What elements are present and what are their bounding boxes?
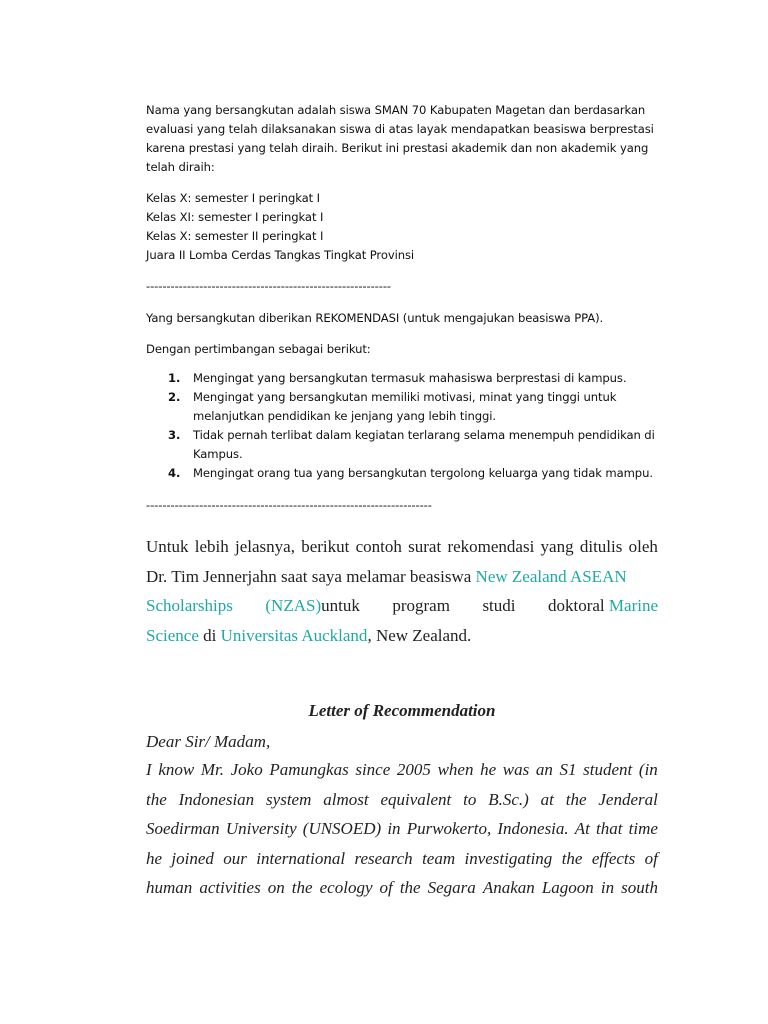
word: Lagoon [541, 878, 594, 898]
word: south [621, 878, 658, 898]
item-text: Kampus. [193, 447, 243, 461]
word: rekomendasi [447, 537, 535, 556]
word: since [355, 760, 391, 779]
word: I [146, 760, 152, 779]
word: in [600, 878, 615, 898]
letter-body [146, 755, 658, 903]
letter-line [146, 814, 658, 844]
marine-science-link[interactable]: Science [146, 625, 199, 645]
word: B.Sc.) [488, 789, 529, 809]
item-text: Tidak pernah terlibat dalam kegiatan terlarang selama menempuh pendidikan di [193, 428, 655, 442]
nzas-link[interactable]: New Zealand ASEAN [475, 566, 627, 586]
word: human [146, 878, 193, 898]
word: contoh [355, 537, 402, 556]
consideration-item [146, 369, 666, 388]
word: equivalent [380, 789, 452, 809]
word: berikut [301, 537, 350, 556]
word: surat [408, 537, 442, 556]
letter-line [146, 755, 658, 785]
word: (in [638, 760, 658, 779]
paragraph-line [146, 621, 658, 651]
letter-line [146, 873, 658, 903]
item-text: Mengingat yang bersangkutan memiliki motivasi, minat yang tinggi untuk [193, 390, 617, 404]
word: University [225, 819, 297, 839]
achievement-item: Kelas X: semester II peringkat I [146, 229, 324, 243]
word: research [354, 848, 413, 868]
word: Joko [230, 760, 263, 779]
word: Soedirman [146, 819, 220, 839]
university-auckland-link[interactable]: Universitas Auckland [220, 625, 368, 645]
intro-line: telah diraih: [146, 160, 215, 174]
item-text: Mengingat orang tua yang bersangkutan tergolong keluarga yang tidak mampu. [193, 466, 653, 480]
consideration-item [146, 464, 666, 483]
paragraph-text: studi [482, 596, 516, 615]
word: ecology [319, 878, 373, 898]
word: system [266, 789, 312, 809]
word: Mr. [200, 760, 224, 779]
word: in [387, 819, 401, 839]
letter-line [146, 785, 658, 815]
considerations-heading: Dengan pertimbangan sebagai berikut: [146, 342, 371, 356]
word: that [596, 819, 623, 839]
word: (UNSOED) [302, 819, 382, 839]
paragraph-text: doktoral [548, 596, 605, 615]
item-number: 4. [168, 466, 181, 480]
word: S1 [559, 760, 577, 779]
explanation-paragraph [146, 532, 658, 650]
word: activities [199, 878, 261, 898]
paragraph-text: di [198, 625, 221, 645]
word: Untuk [146, 537, 189, 556]
word: student [583, 760, 633, 779]
paragraph-text: , New Zealand. [367, 625, 472, 645]
marine-science-link[interactable]: Marine [608, 596, 658, 615]
word: the [565, 789, 587, 809]
paragraph-line [146, 591, 658, 621]
paragraph-text: program [392, 596, 450, 615]
item-text: melanjutkan pendidikan ke jenjang yang lebih tinggi. [193, 409, 496, 423]
word: Anakan [482, 878, 535, 898]
item-number: 2. [168, 390, 181, 404]
word: the [399, 878, 421, 898]
consideration-item [146, 426, 666, 464]
letter-line [146, 844, 658, 874]
word: almost [323, 789, 369, 809]
word: at [540, 789, 554, 809]
word: to [463, 789, 477, 809]
word: effects [591, 848, 636, 868]
word: Purwokerto, [406, 819, 492, 839]
word: on [267, 878, 285, 898]
word: jelasnya, [235, 537, 295, 556]
word: time [628, 819, 658, 839]
letter-title: Letter of Recommendation [308, 701, 496, 720]
word: the [291, 878, 313, 898]
word: investigating [464, 848, 553, 868]
word: oleh [628, 537, 658, 556]
word: he [146, 848, 163, 868]
word: international [256, 848, 346, 868]
consideration-item [146, 388, 666, 426]
achievement-item: Juara II Lomba Cerdas Tangkas Tingkat Provinsi [146, 248, 415, 262]
word: of [644, 848, 658, 868]
word: know [158, 760, 195, 779]
word: yang [540, 537, 574, 556]
word: 2005 [396, 760, 431, 779]
word: Segara [427, 878, 476, 898]
word: lebih [194, 537, 229, 556]
word: when [437, 760, 474, 779]
word: he [480, 760, 497, 779]
intro-paragraph [146, 101, 656, 177]
paragraph-line [146, 562, 658, 592]
word: Indonesia. [497, 819, 569, 839]
word: Indonesian [178, 789, 255, 809]
intro-line: evaluasi yang telah dilaksanakan siswa di atas layak mendapatkan beasiswa berprestasi [146, 122, 654, 136]
intro-line: Nama yang bersangkutan adalah siswa SMAN 70 Kabupaten Magetan dan berdasarkan [146, 103, 646, 117]
nzas-link[interactable]: (NZAS) [265, 596, 322, 615]
item-text: Mengingat yang bersangkutan termasuk mahasiswa berprestasi di kampus. [193, 371, 627, 385]
word: the [561, 848, 583, 868]
paragraph-line [146, 532, 658, 562]
achievements-list [146, 189, 656, 265]
paragraph-text: untuk [321, 596, 360, 615]
word: an [535, 760, 553, 779]
word: the [146, 789, 167, 809]
nzas-link[interactable]: Scholarships [146, 596, 233, 615]
item-number: 3. [168, 428, 181, 442]
achievement-item: Kelas XI: semester I peringkat I [146, 210, 324, 224]
word: team [422, 848, 456, 868]
word: joined [171, 848, 214, 868]
recommendation-statement: Yang bersangkutan diberikan REKOMENDASI (untuk mengajukan beasiswa PPA). [146, 311, 604, 325]
letter-salutation: Dear Sir/ Madam, [146, 732, 271, 751]
word: ditulis [579, 537, 623, 556]
item-number: 1. [168, 371, 181, 385]
word: was [502, 760, 530, 779]
intro-line: karena prestasi yang telah diraih. Berikut ini prestasi akademik dan non akademik yang [146, 141, 649, 155]
separator-line: ---------------------------------------------------------------------- [146, 498, 432, 512]
word: Jenderal [598, 789, 658, 809]
paragraph-text: Dr. Tim Jennerjahn saat saya melamar beasiswa [146, 566, 476, 586]
separator-line: ------------------------------------------------------------ [146, 279, 392, 293]
word: of [379, 878, 393, 898]
word: our [223, 848, 247, 868]
achievement-item: Kelas X: semester I peringkat I [146, 191, 320, 205]
word: At [574, 819, 590, 839]
word: Pamungkas [269, 760, 349, 779]
considerations-list [146, 369, 666, 483]
